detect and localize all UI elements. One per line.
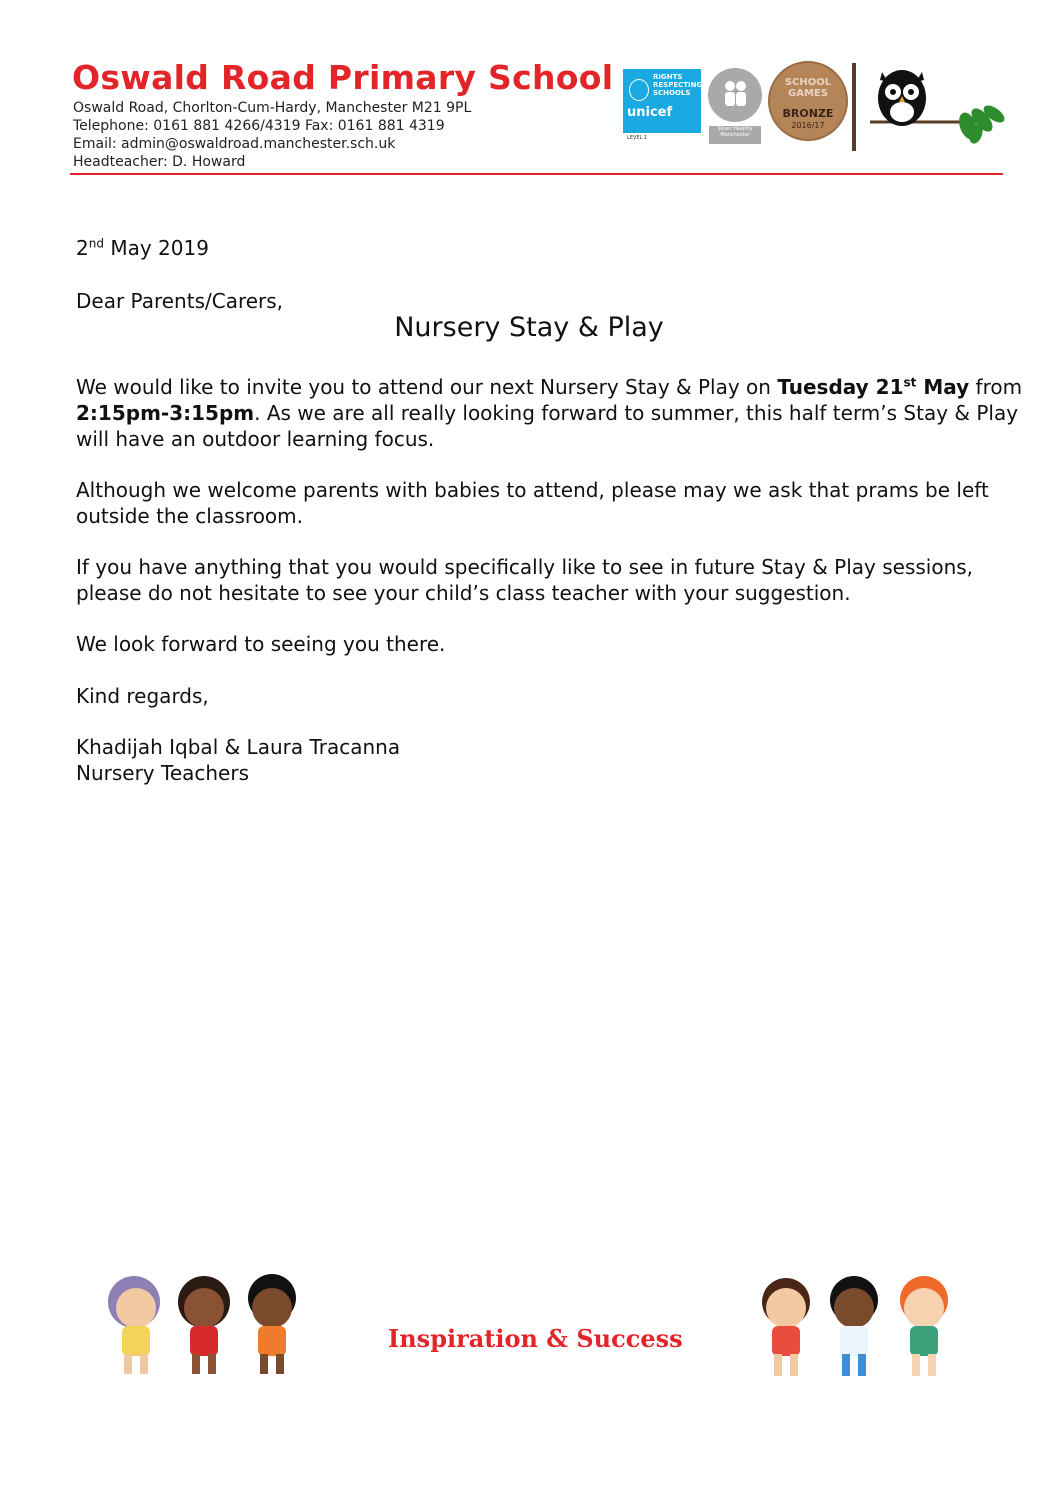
school-address: Oswald Road, Chorlton-Cum-Hardy, Manchester M21 9PL <box>73 100 472 116</box>
contact-block <box>73 99 471 171</box>
p1-from: from <box>969 375 1023 399</box>
p1-focus: will have an outdoor learning focus. <box>76 427 435 451</box>
unicef-logo-text: unicef <box>627 105 673 120</box>
letter-date <box>76 236 209 260</box>
school-games-award: BRONZE <box>782 107 834 120</box>
healthy-schools-badge <box>708 68 762 122</box>
child-left-3 <box>248 1274 296 1374</box>
owl-logo-icon <box>870 64 1010 148</box>
event-day-suffix: st <box>903 375 917 390</box>
signature-names: Khadijah Iqbal & Laura Tracanna <box>76 735 401 759</box>
letter-title: Nursery Stay & Play <box>394 312 664 343</box>
divider-post <box>852 63 856 151</box>
child-left-1 <box>108 1276 160 1374</box>
p2-line2: outside the classroom. <box>76 504 304 528</box>
p3-line2: please do not hesitate to see your child’s class teacher with your suggestion. <box>76 581 851 605</box>
salutation: Dear Parents/Carers, <box>76 289 284 313</box>
healthy-schools-label: Silver Healthy Manchester <box>709 126 761 144</box>
event-day <box>777 375 969 399</box>
paragraph-suggestions <box>76 554 973 606</box>
school-motto: Inspiration & Success <box>388 1324 683 1353</box>
signature-block <box>76 734 400 786</box>
event-month: May <box>916 375 970 399</box>
p2-line1: Although we welcome parents with babies to attend, please may we ask that prams be left <box>76 478 989 502</box>
child-right-2 <box>830 1276 878 1376</box>
children-illustration-right <box>748 1268 964 1388</box>
p1-intro: We would like to invite you to attend our next Nursery Stay & Play on <box>76 375 778 399</box>
p3-line1: If you have anything that you would specifically like to see in future Stay & Play sessions, <box>76 555 974 579</box>
school-name: Oswald Road Primary School <box>72 58 614 97</box>
paragraph-invitation <box>76 374 1023 452</box>
child-right-3 <box>900 1276 948 1376</box>
letterhead-divider <box>70 173 1003 175</box>
event-time: 2:15pm-3:15pm <box>76 401 255 425</box>
closing: Kind regards, <box>76 684 209 708</box>
date-suffix: nd <box>88 236 104 251</box>
school-games-year: 2016/17 <box>791 121 825 130</box>
child-left-2 <box>178 1276 230 1374</box>
school-email: Email: admin@oswaldroad.manchester.sch.uk <box>73 136 396 152</box>
child-right-1 <box>762 1278 810 1376</box>
school-games-title: SCHOOL GAMES <box>784 77 832 99</box>
figures-icon <box>708 68 762 122</box>
rights-respecting-schools-badge <box>623 69 701 133</box>
globe-figures-icon <box>629 79 649 101</box>
p1-summer: . As we are all really looking forward to summer, this half term’s Stay & Play <box>254 401 1019 425</box>
headteacher: Headteacher: D. Howard <box>73 154 246 170</box>
school-telephone: Telephone: 0161 881 4266/4319 Fax: 0161 881 4319 <box>73 118 445 134</box>
letterhead <box>0 0 1058 180</box>
paragraph-prams <box>76 477 989 529</box>
paragraph-closing-line: We look forward to seeing you there. <box>76 632 446 656</box>
rrs-badge-title: RIGHTS RESPECTING SCHOOLS <box>653 73 703 97</box>
date-rest: May 2019 <box>103 236 209 260</box>
children-illustration-left <box>96 1268 312 1384</box>
school-games-badge <box>768 61 848 141</box>
rrs-level-label: LEVEL 1 <box>627 135 648 141</box>
date-day: 2 <box>76 236 89 260</box>
signature-role: Nursery Teachers <box>76 761 249 785</box>
event-day-text: Tuesday 21 <box>777 375 904 399</box>
